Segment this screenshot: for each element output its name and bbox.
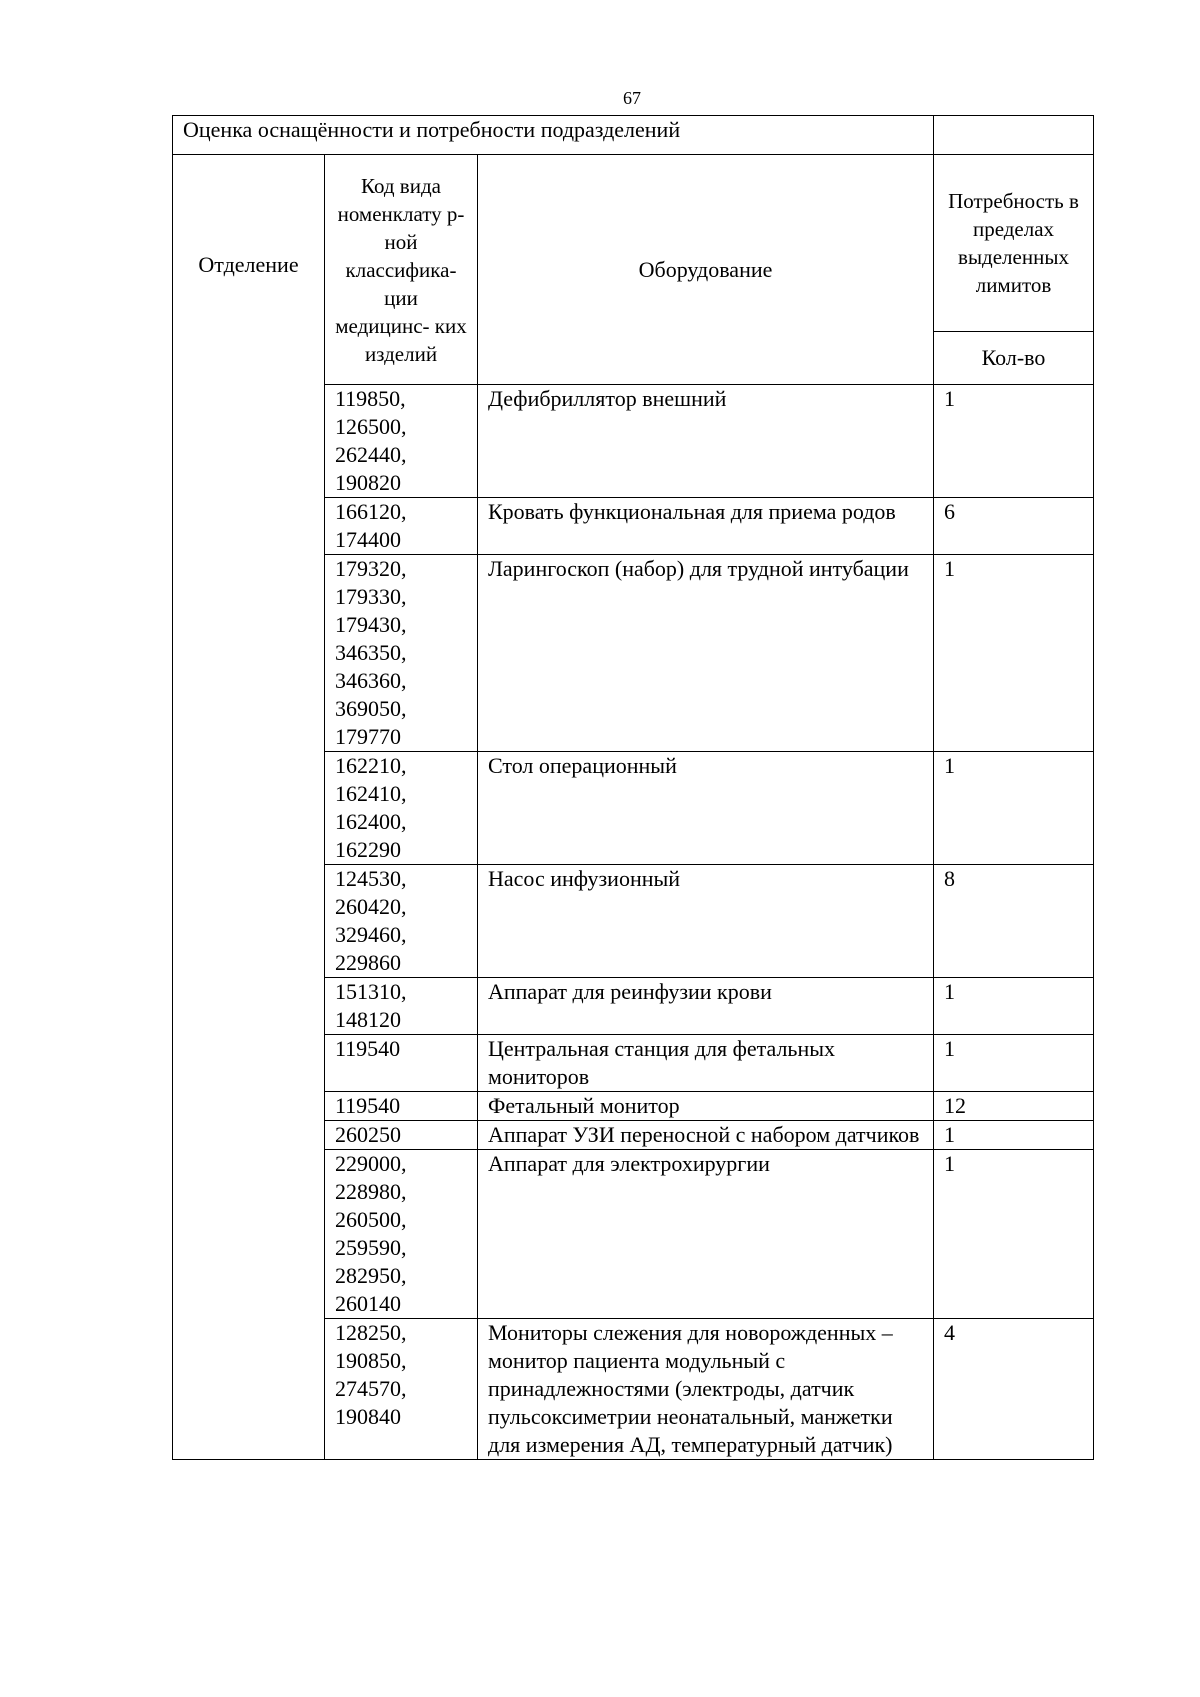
table-caption-empty-cell [934, 116, 1094, 155]
equipment-cell: Дефибриллятор внешний [478, 385, 934, 498]
code-cell: 260250 [325, 1121, 478, 1150]
code-cell: 124530, 260420, 329460, 229860 [325, 865, 478, 978]
table-caption: Оценка оснащённости и потребности подразделений [173, 116, 934, 155]
equipment-cell: Кровать функциональная для приема родов [478, 498, 934, 555]
qty-cell: 1 [934, 555, 1094, 752]
code-cell: 162210, 162410, 162400, 162290 [325, 752, 478, 865]
code-cell: 128250, 190850, 274570, 190840 [325, 1319, 478, 1460]
equipment-cell: Аппарат УЗИ переносной с набором датчиков [478, 1121, 934, 1150]
qty-cell: 1 [934, 752, 1094, 865]
qty-cell: 6 [934, 498, 1094, 555]
code-cell: 179320, 179330, 179430, 346350, 346360, 369050, 179770 [325, 555, 478, 752]
equipment-cell: Аппарат для электрохирургии [478, 1150, 934, 1319]
code-cell: 119850, 126500, 262440, 190820 [325, 385, 478, 498]
header-need: Потребность в пределах выделенных лимитов [934, 155, 1094, 332]
code-cell: 151310, 148120 [325, 978, 478, 1035]
code-cell: 166120, 174400 [325, 498, 478, 555]
qty-cell: 1 [934, 978, 1094, 1035]
qty-cell: 1 [934, 1035, 1094, 1092]
qty-cell: 1 [934, 385, 1094, 498]
code-cell: 119540 [325, 1035, 478, 1092]
header-row [173, 155, 1094, 332]
equipment-cell: Ларингоскоп (набор) для трудной интубации [478, 555, 934, 752]
code-cell: 229000, 228980, 260500, 259590, 282950, 260140 [325, 1150, 478, 1319]
equipment-cell: Насос инфузионный [478, 865, 934, 978]
qty-cell: 8 [934, 865, 1094, 978]
equipment-cell: Стол операционный [478, 752, 934, 865]
header-department [173, 155, 325, 1460]
table-caption-row [173, 116, 1094, 155]
equipment-cell: Центральная станция для фетальных мониторов [478, 1035, 934, 1092]
header-qty: Кол-во [934, 332, 1094, 385]
header-equipment: Оборудование [478, 155, 934, 385]
code-cell: 119540 [325, 1092, 478, 1121]
qty-cell: 1 [934, 1121, 1094, 1150]
equipment-table [172, 115, 1094, 1460]
qty-cell: 4 [934, 1319, 1094, 1460]
page-number: 67 [623, 88, 641, 108]
equipment-cell: Аппарат для реинфузии крови [478, 978, 934, 1035]
equipment-cell: Фетальный монитор [478, 1092, 934, 1121]
header-code: Код вида номенклату р-ной классифика- ции медицинс- ких изделий [325, 155, 478, 385]
equipment-cell: Мониторы слежения для новорожденных – монитор пациента модульный с принадлежностями (электроды, датчик пульсоксиметрии неонатальный, манжетки для измерения АД, температурный датчик) [478, 1319, 934, 1460]
qty-cell: 12 [934, 1092, 1094, 1121]
qty-cell: 1 [934, 1150, 1094, 1319]
header-department-label: Отделение [198, 252, 299, 277]
